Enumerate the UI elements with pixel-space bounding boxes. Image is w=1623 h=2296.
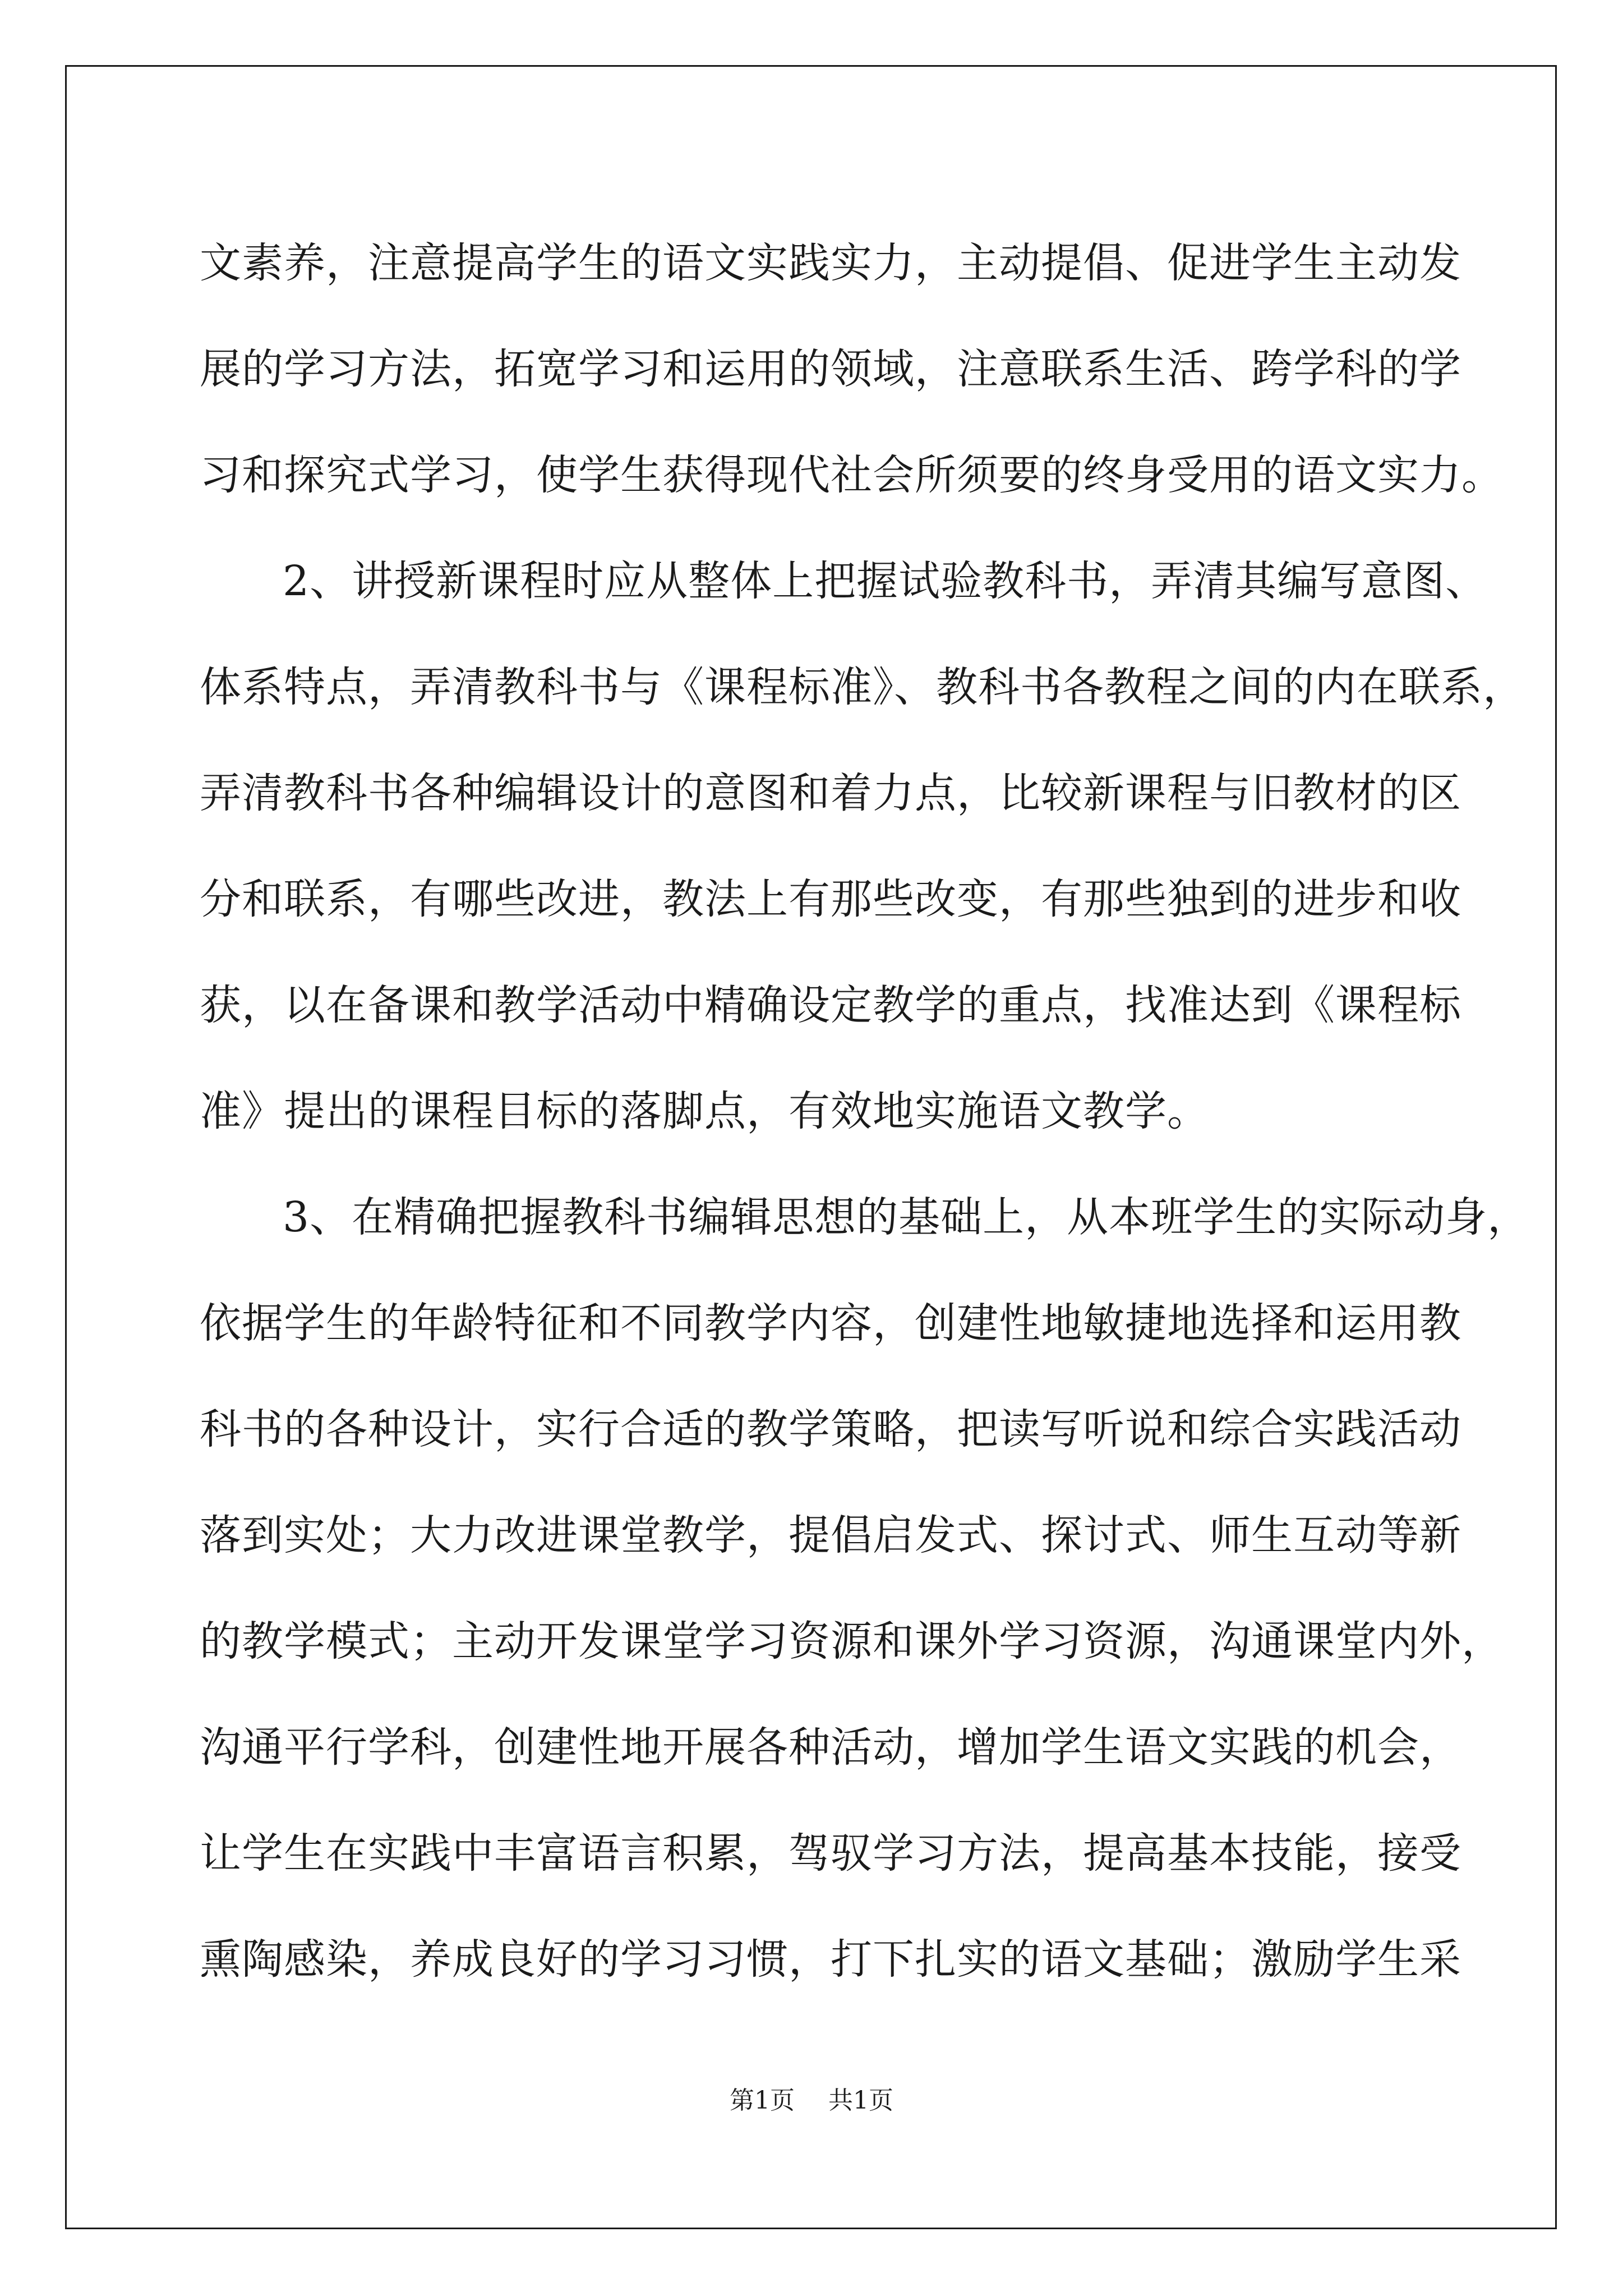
paragraph-1-line-3: 习和探究式学习，使学生获得现代社会所须要的终身受用的语文实力。 xyxy=(200,451,1504,499)
paragraph-3-line-7: 让学生在实践中丰富语言积累，驾驭学习方法，提高基本技能，接受 xyxy=(200,1829,1461,1878)
paragraph-2-line-6: 准》提出的课程目标的落脚点，有效地实施语文教学。 xyxy=(200,1087,1209,1135)
paragraph-3-line-2: 依据学生的年龄特征和不同教学内容，创建性地敏捷地选择和运用教 xyxy=(200,1299,1461,1347)
page-number: 第1页 xyxy=(730,2086,795,2115)
document-body xyxy=(200,210,1530,2013)
paragraph-3-line-1: 3、在精确把握教科书编辑思想的基础上，从本班学生的实际动身， xyxy=(283,1193,1530,1241)
paragraph-3-line-8: 熏陶感染，养成良好的学习习惯，打下扎实的语文基础；激励学生采 xyxy=(200,1935,1461,1984)
paragraph-3-line-5: 的教学模式；主动开发课堂学习资源和课外学习资源，沟通课堂内外， xyxy=(200,1617,1504,1665)
paragraph-1-line-1: 文素养，注意提高学生的语文实践实力，主动提倡、促进学生主动发 xyxy=(200,239,1461,287)
paragraph-3-line-4: 落到实处；大力改进课堂教学，提倡启发式、探讨式、师生互动等新 xyxy=(200,1511,1461,1559)
paragraph-2-line-3: 弄清教科书各种编辑设计的意图和着力点，比较新课程与旧教材的区 xyxy=(200,769,1461,817)
paragraph-3-line-6: 沟通平行学科，创建性地开展各种活动，增加学生语文实践的机会， xyxy=(200,1723,1461,1772)
paragraph-1-line-2: 展的学习方法，拓宽学习和运用的领域，注意联系生活、跨学科的学 xyxy=(200,345,1461,393)
paragraph-2-line-5: 获，以在备课和教学活动中精确设定教学的重点，找准达到《课程标 xyxy=(200,981,1461,1029)
paragraph-2-line-4: 分和联系，有哪些改进，教法上有那些改变，有那些独到的进步和收 xyxy=(200,875,1461,923)
paragraph-2-line-2: 体系特点，弄清教科书与《课程标准》、教科书各教程之间的内在联系， xyxy=(200,663,1525,711)
page-total: 共1页 xyxy=(828,2086,893,2115)
paragraph-2-line-1: 2、讲授新课程时应从整体上把握试验教科书，弄清其编写意图、 xyxy=(283,557,1488,605)
page-footer xyxy=(0,2080,1623,2116)
paragraph-3-line-3: 科书的各种设计，实行合适的教学策略，把读写听说和综合实践活动 xyxy=(200,1405,1461,1453)
